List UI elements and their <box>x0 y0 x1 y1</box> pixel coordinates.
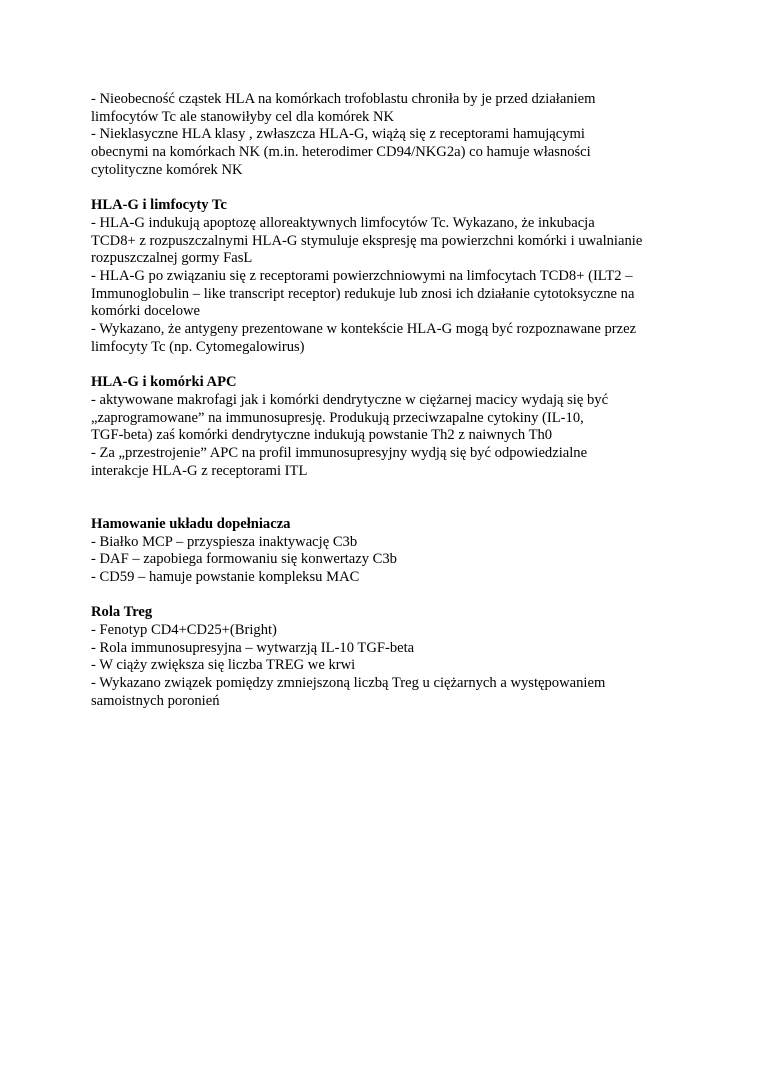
text-line: TGF-beta) zaś komórki dendrytyczne indukują powstanie Th2 z naiwnych Th0 <box>91 427 553 444</box>
text-line: rozpuszczalnej gormy FasL <box>91 250 253 267</box>
text-line: cytolityczne komórek NK <box>91 161 243 178</box>
text-line: komórki docelowe <box>91 303 201 320</box>
paragraph-gap <box>91 357 681 375</box>
intro-block <box>91 91 681 180</box>
text-line: - Nieobecność cząstek HLA na komórkach trofoblastu chroniła by je przed działaniem <box>91 91 596 107</box>
document-page <box>91 91 681 711</box>
text-line: - DAF – zapobiega formowaniu się konwertazy C3b <box>91 551 397 568</box>
text-line: - Nieklasyczne HLA klasy , zwłaszcza HLA-G, wiążą się z receptorami hamującymi <box>91 126 585 143</box>
text-line: obecnymi na komórkach NK (m.in. heterodimer CD94/NKG2a) co hamuje własności <box>91 144 591 161</box>
text-line: - Wykazano, że antygeny prezentowane w kontekście HLA-G mogą być rozpoznawane przez <box>91 321 637 338</box>
section-hla-g-tc <box>91 197 681 356</box>
text-line: - Białko MCP – przyspiesza inaktywację C3b <box>91 533 358 550</box>
text-line: limfocytów Tc ale stanowiłyby cel dla komórek NK <box>91 108 395 125</box>
text-line: „zaprogramowane” na immunosupresję. Produkują przeciwzapalne cytokiny (IL-10, <box>91 409 584 426</box>
section-heading: Hamowanie układu dopełniacza <box>91 515 291 532</box>
text-line: TCD8+ z rozpuszczalnymi HLA-G stymuluje ekspresję ma powierzchni komórki i uwalnianie <box>91 232 643 249</box>
section-hla-g-apc <box>91 374 681 480</box>
text-line: - Za „przestrojenie” APC na profil immunosupresyjny wydją się być odpowiedzialne <box>91 445 588 462</box>
section-heading: HLA-G i limfocyty Tc <box>91 197 227 214</box>
text-line: - Fenotyp CD4+CD25+(Bright) <box>91 622 277 639</box>
text-line: - aktywowane makrofagi jak i komórki dendrytyczne w ciężarnej macicy wydają się być <box>91 391 609 408</box>
paragraph-gap <box>91 480 681 515</box>
text-line: - HLA-G po związaniu się z receptorami powierzchniowymi na limfocytach TCD8+ (ILT2 – <box>91 268 633 285</box>
text-line: - CD59 – hamuje powstanie kompleksu MAC <box>91 568 360 585</box>
text-line: - Wykazano związek pomiędzy zmniejszoną liczbą Treg u ciężarnych a występowaniem <box>91 675 606 692</box>
text-line: - Rola immunosupresyjna – wytwarzją IL-10 TGF-beta <box>91 639 415 656</box>
section-heading: HLA-G i komórki APC <box>91 374 237 391</box>
paragraph-gap <box>91 587 681 605</box>
text-line: Immunoglobulin – like transcript receptor) redukuje lub znosi ich działanie cytotoksyczne na <box>91 285 635 302</box>
section-complement <box>91 516 681 587</box>
text-line: - W ciąży zwiększa się liczba TREG we krwi <box>91 657 356 674</box>
text-line: samoistnych poronień <box>91 692 220 709</box>
paragraph-gap <box>91 180 681 198</box>
text-line: - HLA-G indukują apoptozę alloreaktywnych limfocytów Tc. Wykazano, że inkubacja <box>91 214 595 231</box>
text-line: interakcje HLA-G z receptorami ITL <box>91 462 308 479</box>
section-treg <box>91 604 681 710</box>
section-heading: Rola Treg <box>91 604 153 621</box>
text-line: limfocyty Tc (np. Cytomegalowirus) <box>91 338 305 355</box>
